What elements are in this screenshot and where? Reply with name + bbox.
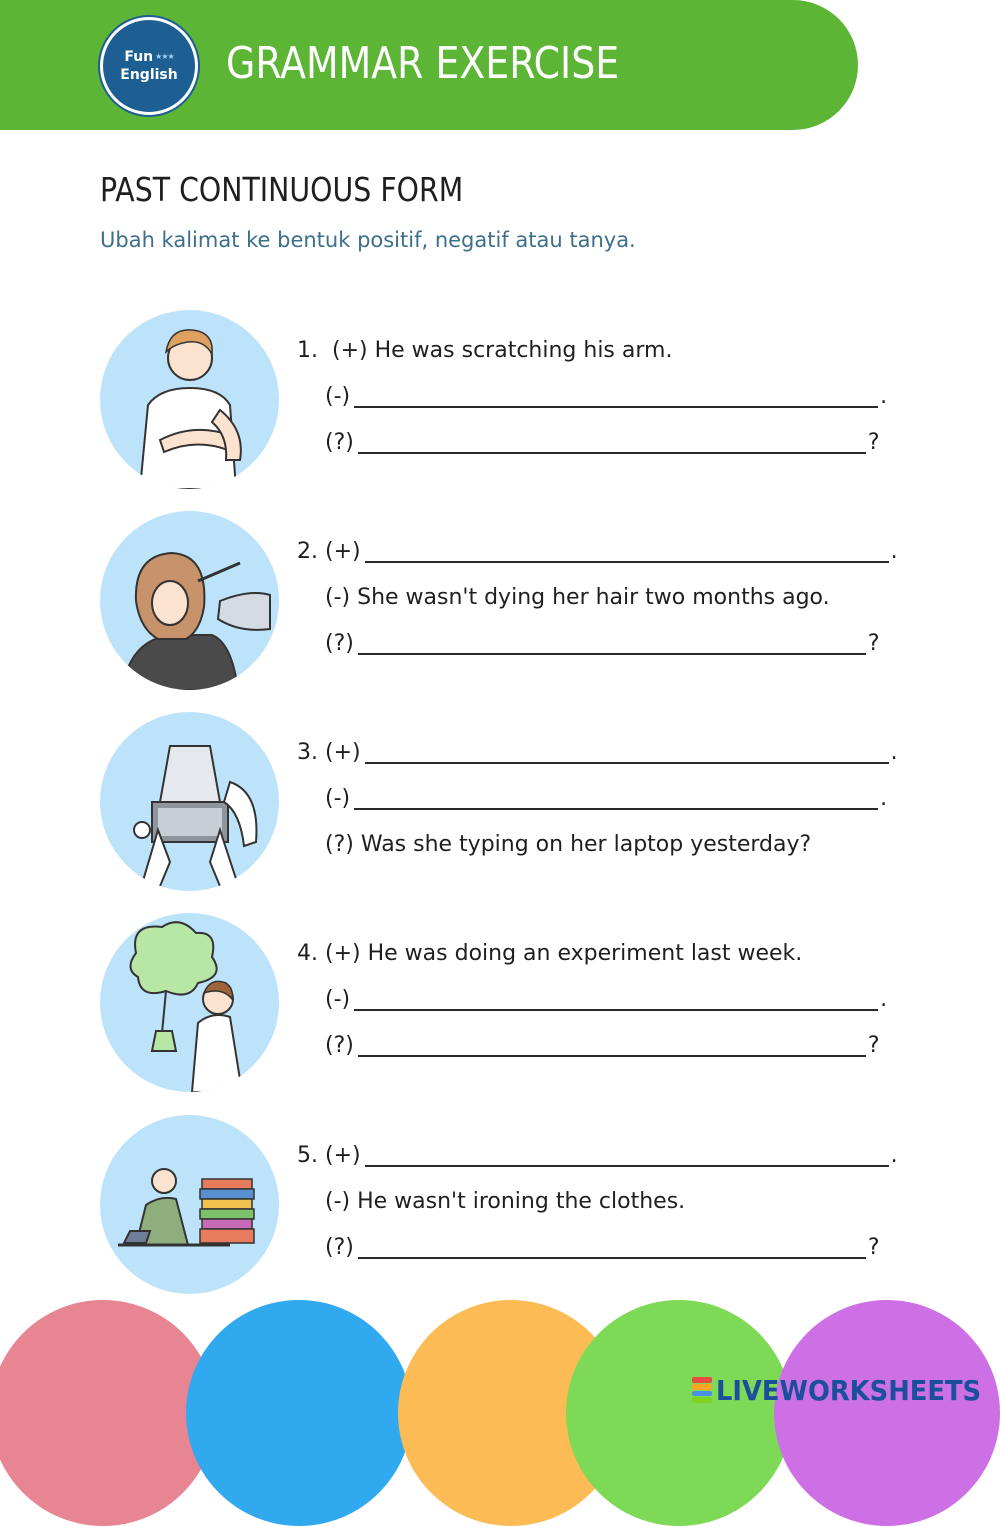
logo-line2: English	[120, 67, 178, 83]
exercise-5-marker-question: (?)	[325, 1235, 354, 1260]
exercise-4-question-blank[interactable]	[358, 1033, 866, 1057]
exercise-5-line-1	[297, 1141, 898, 1171]
exercise-1-marker-positive: (+)	[332, 338, 368, 363]
exercise-1-line-1	[297, 336, 672, 366]
exercise-4-negative-end: .	[880, 987, 888, 1012]
man-scratching-arm-illustration	[100, 310, 279, 489]
exercise-4-line-1	[297, 939, 802, 969]
exercise-3-negative-blank[interactable]	[354, 786, 878, 810]
exercise-4-sentence: He was doing an experiment last week.	[367, 941, 803, 966]
typing-on-laptop-illustration	[100, 712, 279, 891]
exercise-5-question-end: ?	[867, 1235, 880, 1260]
exercise-1-question-blank[interactable]	[358, 430, 866, 454]
exercise-2-question-blank[interactable]	[358, 631, 866, 655]
section-title: PAST CONTINUOUS FORM	[100, 170, 464, 209]
liveworksheets-watermark	[692, 1370, 1000, 1410]
exercise-3-negative-end: .	[880, 786, 888, 811]
exercise-4-number: 4.	[297, 941, 318, 966]
exercise-5-sentence: He wasn't ironing the clothes.	[357, 1189, 686, 1214]
exercise-2-number: 2.	[297, 539, 318, 564]
exercise-5-line-2	[325, 1187, 685, 1217]
bottom-decor-circle-green	[566, 1300, 792, 1526]
exercise-2-sentence: She wasn't dying her hair two months ago.	[357, 585, 830, 610]
exercise-5-positive-blank[interactable]	[365, 1143, 889, 1167]
exercise-3-marker-positive: (+)	[325, 740, 361, 765]
exercise-3-sentence: Was she typing on her laptop yesterday?	[360, 832, 812, 857]
page-title: GRAMMAR EXERCISE	[226, 38, 620, 89]
exercise-1-line-3	[325, 428, 880, 458]
exercise-4-question-end: ?	[867, 1033, 880, 1058]
exercise-2-positive-end: .	[890, 539, 898, 564]
exercise-1-negative-blank[interactable]	[354, 384, 878, 408]
fun-english-logo	[100, 17, 198, 115]
exercise-1-sentence: He was scratching his arm.	[374, 338, 673, 363]
exercise-5-line-3	[325, 1233, 880, 1263]
exercise-3-marker-question: (?)	[325, 832, 354, 857]
exercise-2-marker-negative: (-)	[325, 585, 351, 610]
header-banner	[0, 0, 858, 130]
exercise-4-marker-question: (?)	[325, 1033, 354, 1058]
instruction-text: Ubah kalimat ke bentuk positif, negatif atau tanya.	[100, 228, 636, 252]
exercise-5-marker-positive: (+)	[325, 1143, 361, 1168]
exercise-2-line-1	[297, 537, 898, 567]
watermark-text: LIVEWORKSHEETS	[716, 1373, 982, 1407]
exercise-3-marker-negative: (-)	[325, 786, 351, 811]
scientist-experiment-illustration	[100, 913, 279, 1092]
exercise-4-line-2	[325, 985, 887, 1015]
exercise-2-question-end: ?	[867, 631, 880, 656]
exercise-1-number: 1.	[297, 338, 318, 363]
exercise-3-line-3	[325, 830, 811, 860]
exercise-4-line-3	[325, 1031, 880, 1061]
exercise-5-question-blank[interactable]	[358, 1235, 866, 1259]
exercise-4-marker-negative: (-)	[325, 987, 351, 1012]
exercise-1-line-2	[325, 382, 887, 412]
exercise-2-line-2	[325, 583, 830, 613]
exercise-1-negative-end: .	[880, 384, 888, 409]
bottom-decor-circle-purple	[774, 1300, 1000, 1526]
exercise-5-number: 5.	[297, 1143, 318, 1168]
exercise-4-marker-positive: (+)	[325, 941, 361, 966]
bottom-decor-circle-pink	[0, 1300, 216, 1526]
exercise-1-marker-question: (?)	[325, 430, 354, 455]
exercise-1-marker-negative: (-)	[325, 384, 351, 409]
exercise-3-number: 3.	[297, 740, 318, 765]
exercise-5-positive-end: .	[890, 1143, 898, 1168]
exercise-4-negative-blank[interactable]	[354, 987, 878, 1011]
exercise-2-marker-question: (?)	[325, 631, 354, 656]
logo-stars-icon: ★★★	[155, 52, 174, 61]
exercise-2-marker-positive: (+)	[325, 539, 361, 564]
exercise-2-line-3	[325, 629, 880, 659]
man-ironing-clothes-illustration	[100, 1115, 279, 1294]
exercise-5-marker-negative: (-)	[325, 1189, 351, 1214]
liveworksheets-logo-icon	[692, 1377, 712, 1403]
exercise-3-positive-end: .	[890, 740, 898, 765]
exercise-1-question-end: ?	[867, 430, 880, 455]
exercise-3-line-1	[297, 738, 898, 768]
exercise-3-positive-blank[interactable]	[365, 740, 889, 764]
exercise-2-positive-blank[interactable]	[365, 539, 889, 563]
logo-line1: Fun	[124, 49, 154, 65]
exercise-3-line-2	[325, 784, 887, 814]
woman-dyeing-hair-illustration	[100, 511, 279, 690]
bottom-decor-circle-blue	[186, 1300, 412, 1526]
